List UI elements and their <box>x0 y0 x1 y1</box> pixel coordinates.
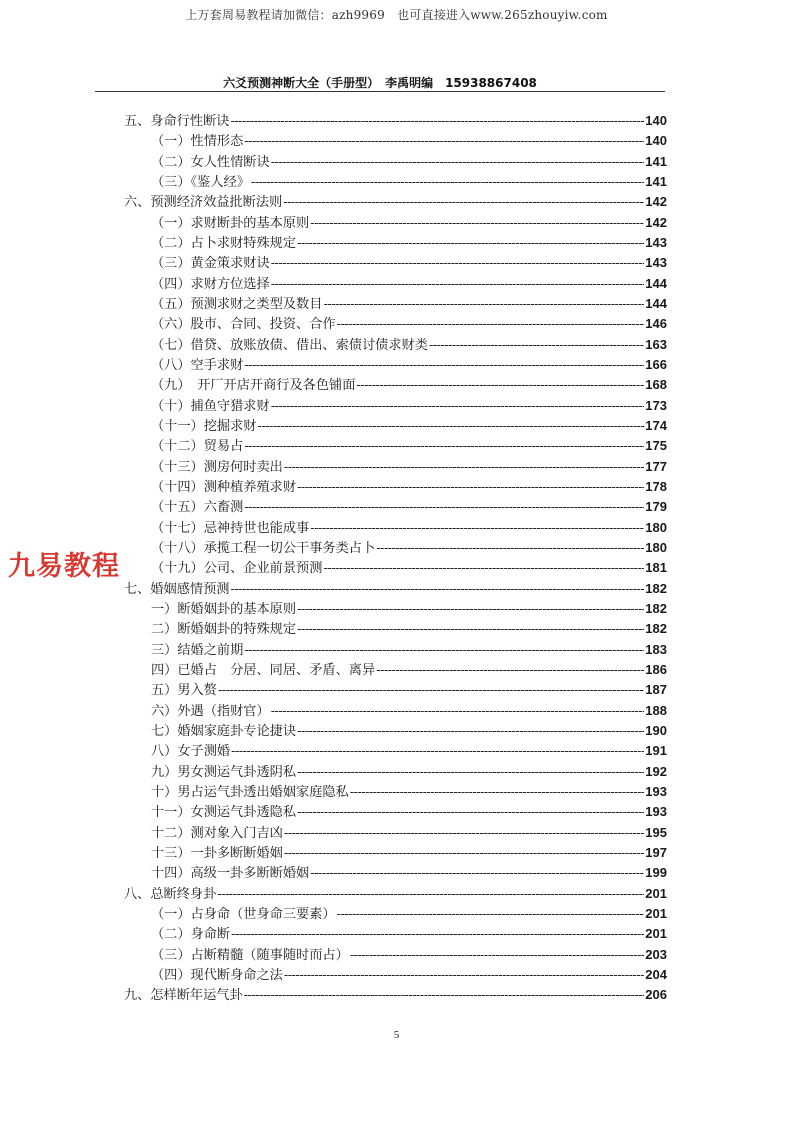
toc-entry[interactable] <box>151 945 667 965</box>
toc-dot-leader <box>244 355 644 375</box>
toc-entry-title: 七）婚姻家庭卦专论捷诀 <box>151 723 297 739</box>
toc-entry-page: 182 <box>645 600 667 616</box>
toc-entry-page: 183 <box>645 641 667 657</box>
toc-entry-page: 192 <box>645 763 667 779</box>
toc-entry-title: 九、怎样断年运气卦 <box>124 988 243 1004</box>
toc-dot-leader <box>244 436 644 456</box>
toc-entry-page: 201 <box>645 885 667 901</box>
toc-entry-page: 144 <box>645 275 667 291</box>
toc-entry-page: 141 <box>645 153 667 169</box>
toc-entry-title: 十一）女测运气卦透隐私 <box>151 805 297 821</box>
toc-dot-leader <box>350 945 644 965</box>
toc-entry[interactable] <box>151 152 667 172</box>
toc-entry[interactable] <box>151 335 667 355</box>
toc-dot-leader <box>284 843 644 863</box>
toc-entry-title: （四）现代断身命之法 <box>151 967 283 983</box>
toc-entry[interactable] <box>151 762 667 782</box>
toc-entry-title: （十）捕鱼守猎求财 <box>151 398 270 414</box>
toc-dot-leader <box>310 518 644 538</box>
toc-entry[interactable] <box>151 680 667 700</box>
toc-dot-leader <box>231 741 644 761</box>
toc-entry-title: （九） 开厂开店开商行及各色铺面 <box>151 378 356 394</box>
toc-entry[interactable] <box>151 660 667 680</box>
toc-dot-leader <box>310 863 644 883</box>
toc-dot-leader <box>244 985 645 1005</box>
toc-entry-title: 十二）测对象入门吉凶 <box>151 825 283 841</box>
toc-entry-page: 146 <box>645 316 667 332</box>
toc-entry-page: 188 <box>645 702 667 718</box>
toc-entry-page: 199 <box>645 865 667 881</box>
toc-dot-leader <box>297 477 644 497</box>
toc-dot-leader <box>310 213 644 233</box>
toc-entry-title: （十一）挖掘求财 <box>151 418 257 434</box>
toc-entry-page: 142 <box>645 214 667 230</box>
toc-entry[interactable] <box>151 396 667 416</box>
toc-entry-page: 144 <box>645 295 667 311</box>
toc-dot-leader <box>231 579 645 599</box>
toc-dot-leader <box>258 416 645 436</box>
toc-dot-leader <box>297 599 644 619</box>
toc-entry-page: 141 <box>645 173 667 189</box>
toc-entry[interactable] <box>151 497 667 517</box>
toc-entry-page: 166 <box>645 356 667 372</box>
toc-entry[interactable] <box>151 640 667 660</box>
toc-entry-title: 七、婚姻感情预测 <box>124 581 230 597</box>
toc-entry[interactable] <box>124 111 667 131</box>
toc-entry-page: 168 <box>645 377 667 393</box>
toc-dot-leader <box>271 274 645 294</box>
toc-entry-page: 182 <box>645 580 667 596</box>
toc-dot-leader <box>271 253 645 273</box>
toc-entry-page: 175 <box>645 438 667 454</box>
toc-entry[interactable] <box>151 355 667 375</box>
toc-entry[interactable] <box>151 253 667 273</box>
toc-entry[interactable] <box>151 375 667 395</box>
toc-dot-leader <box>283 192 644 212</box>
toc-entry-page: 163 <box>645 336 667 352</box>
toc-entry-title: （六）股市、合同、投资、合作 <box>151 317 336 333</box>
toc-entry-page: 203 <box>645 946 667 962</box>
toc-dot-leader <box>271 396 645 416</box>
toc-entry-page: 143 <box>645 255 667 271</box>
toc-dot-leader <box>271 152 645 172</box>
toc-entry-title: 八）女子测婚 <box>151 744 231 760</box>
toc-dot-leader <box>244 497 644 517</box>
toc-entry-page: 173 <box>645 397 667 413</box>
toc-entry-title: （三）《鉴人经》 <box>151 174 250 190</box>
toc-entry-title: （十二）贸易占 <box>151 439 244 455</box>
toc-dot-leader <box>376 660 644 680</box>
toc-entry-title: 十）男占运气卦透出婚姻家庭隐私 <box>151 784 349 800</box>
toc-dot-leader <box>244 131 644 151</box>
toc-entry-title: （三）占断精髓（随事随时而占） <box>151 947 349 963</box>
toc-entry-page: 193 <box>645 783 667 799</box>
toc-entry-page: 143 <box>645 234 667 250</box>
toc-entry-page: 190 <box>645 722 667 738</box>
header-rule <box>95 91 665 92</box>
toc-entry-title: 十四）高级一卦多断断婚姻 <box>151 866 310 882</box>
toc-entry-title: 五、身命行性断诀 <box>124 114 230 129</box>
header-title: 六爻预测神断大全（手册型） 李禹明编 15938867408 <box>95 74 665 91</box>
running-header <box>95 74 665 92</box>
toc-entry-page: 179 <box>645 499 667 515</box>
toc-dot-leader <box>284 965 644 985</box>
toc-entry[interactable] <box>151 436 667 456</box>
toc-entry[interactable] <box>151 802 667 822</box>
toc-entry-page: 204 <box>645 966 667 982</box>
toc-entry[interactable] <box>151 843 667 863</box>
toc-entry[interactable] <box>151 518 667 538</box>
toc-entry[interactable] <box>151 172 667 192</box>
watermark-stamp: 九易教程 <box>8 551 120 582</box>
toc-entry-title: （一）性情形态 <box>151 134 244 150</box>
toc-entry-title: （四）求财方位选择 <box>151 276 270 292</box>
toc-entry-page: 182 <box>645 621 667 637</box>
toc-dot-leader <box>337 314 645 334</box>
toc-entry[interactable] <box>151 558 667 578</box>
toc-dot-leader <box>429 335 644 355</box>
toc-entry-title: 六、预测经济效益批断法则 <box>124 195 283 211</box>
toc-dot-leader <box>323 558 644 578</box>
toc-dot-leader <box>376 538 644 558</box>
toc-entry-title: （七）借贷、放账放债、借出、索债讨债求财类 <box>151 337 428 353</box>
toc-entry-page: 180 <box>645 539 667 555</box>
toc-entry-page: 187 <box>645 682 667 698</box>
toc-entry[interactable] <box>151 863 667 883</box>
toc-entry-title: （二）女人性情断诀 <box>151 154 270 170</box>
toc-entry[interactable] <box>151 131 667 151</box>
toc-entry[interactable] <box>151 599 667 619</box>
toc-entry[interactable] <box>151 477 667 497</box>
toc-entry[interactable] <box>151 416 667 436</box>
toc-entry-title: 一）断婚姻卦的基本原则 <box>151 601 297 617</box>
toc-entry[interactable] <box>124 884 667 904</box>
toc-entry-page: 174 <box>645 417 667 433</box>
toc-entry-title: （十七）忌神持世也能成事 <box>151 520 310 536</box>
toc-entry-title: （十九）公司、企业前景预测 <box>151 561 323 577</box>
toc-dot-leader <box>297 721 644 741</box>
toc-entry[interactable] <box>151 823 667 843</box>
toc-entry-title: 九）男女测运气卦透阴私 <box>151 764 297 780</box>
toc-entry-page: 142 <box>645 194 667 210</box>
toc-entry[interactable] <box>151 274 667 294</box>
toc-dot-leader <box>350 782 644 802</box>
toc-entry-title: 十三）一卦多断断婚姻 <box>151 845 283 861</box>
toc-entry[interactable] <box>151 619 667 639</box>
toc-dot-leader <box>284 823 644 843</box>
toc-entry-page: 195 <box>645 824 667 840</box>
toc-entry-page: 140 <box>645 113 667 128</box>
toc-entry-page: 193 <box>645 804 667 820</box>
toc-entry-title: （三）黄金策求财诀 <box>151 256 270 272</box>
toc-entry-title: 二）断婚姻卦的特殊规定 <box>151 622 297 638</box>
toc-entry-page: 178 <box>645 478 667 494</box>
toc-entry-title: （二）占卜求财特殊规定 <box>151 235 297 251</box>
toc-entry[interactable] <box>151 233 667 253</box>
toc-entry[interactable] <box>151 904 667 924</box>
toc-entry-title: 三）结婚之前期 <box>151 642 244 658</box>
toc-entry-title: 六）外遇（指财官） <box>151 703 270 719</box>
toc-entry[interactable] <box>124 579 667 599</box>
toc-entry[interactable] <box>151 457 667 477</box>
toc-dot-leader <box>356 375 644 395</box>
toc-entry-title: （十四）测种植养殖求财 <box>151 479 297 495</box>
toc-dot-leader <box>297 233 644 253</box>
toc-entry-title: （十八）承揽工程一切公干事务类占卜 <box>151 540 376 556</box>
toc-entry[interactable] <box>151 314 667 334</box>
toc-entry-title: （一）占身命（世身命三要素） <box>151 906 336 922</box>
toc-entry[interactable] <box>124 192 667 212</box>
toc-entry-page: 201 <box>645 926 667 942</box>
toc-entry-page: 197 <box>645 844 667 860</box>
toc-entry-title: 五）男入赘 <box>151 683 217 699</box>
toc-dot-leader <box>231 111 645 131</box>
toc-dot-leader <box>218 680 644 700</box>
toc-entry-title: 八、总断终身卦 <box>124 886 217 902</box>
toc-entry[interactable] <box>151 965 667 985</box>
toc-entry-title: （二）身命断 <box>151 927 231 943</box>
toc-entry[interactable] <box>124 985 667 1005</box>
toc-dot-leader <box>251 172 644 192</box>
toc-dot-leader <box>297 762 644 782</box>
toc-entry-page: 206 <box>645 987 667 1003</box>
toc-dot-leader <box>284 457 644 477</box>
toc-entry-title: （五）预测求财之类型及数目 <box>151 296 323 312</box>
toc-entry[interactable] <box>151 213 667 233</box>
top-watermark-note: 上万套周易教程请加微信：azh9969 也可直接进入www.265zhouyiw.com <box>185 8 608 22</box>
toc-entry[interactable] <box>151 782 667 802</box>
toc-dot-leader <box>244 640 644 660</box>
toc-dot-leader <box>231 924 644 944</box>
toc-dot-leader <box>337 904 645 924</box>
toc-entry-page: 140 <box>645 133 667 149</box>
toc-entry[interactable] <box>151 721 667 741</box>
toc-entry-page: 186 <box>645 661 667 677</box>
toc-entry[interactable] <box>151 741 667 761</box>
toc-dot-leader <box>271 701 645 721</box>
toc-entry[interactable] <box>151 538 667 558</box>
toc-entry-page: 201 <box>645 905 667 921</box>
toc-entry-title: （十三）测房何时卖出 <box>151 459 283 475</box>
page-number: 5 <box>393 1029 400 1041</box>
toc-entry[interactable] <box>151 294 667 314</box>
toc-entry-page: 191 <box>645 743 667 759</box>
toc-dot-leader <box>297 619 644 639</box>
toc-entry-title: 四）已婚占 分居、同居、矛盾、离异 <box>151 662 376 678</box>
toc-dot-leader <box>297 802 644 822</box>
toc-entry-page: 177 <box>645 458 667 474</box>
toc-entry-title: （十五）六畜测 <box>151 500 244 516</box>
toc-entry-title: （一）求财断卦的基本原则 <box>151 215 310 231</box>
toc-entry[interactable] <box>151 924 667 944</box>
toc-entry-page: 181 <box>645 560 667 576</box>
toc-entry-title: （八）空手求财 <box>151 357 244 373</box>
toc-entry-page: 180 <box>645 519 667 535</box>
toc-entry[interactable] <box>151 701 667 721</box>
toc-dot-leader <box>217 884 644 904</box>
toc-dot-leader <box>323 294 644 314</box>
